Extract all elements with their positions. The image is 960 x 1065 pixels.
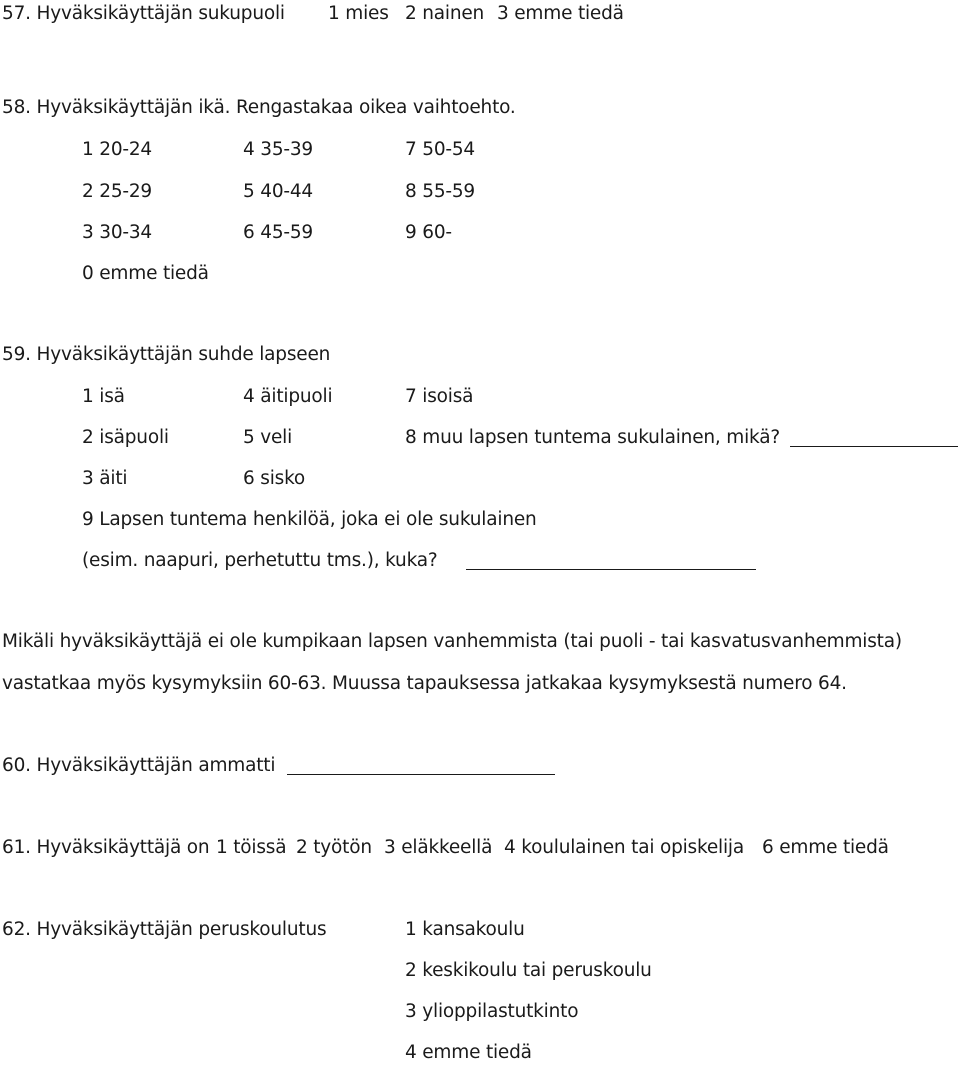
q59-relative-answer-line[interactable]	[790, 446, 958, 447]
q59-option-9-line1[interactable]: 9 Lapsen tuntema henkilöä, joka ei ole sukulainen	[82, 509, 537, 530]
q59-who-answer-line[interactable]	[466, 569, 756, 570]
q58-option-0[interactable]: 0 emme tiedä	[82, 263, 209, 284]
q61-label: 61. Hyväksikäyttäjä on	[2, 837, 210, 858]
q58-option-6[interactable]: 6 45-59	[243, 222, 314, 243]
instruction-line-2: vastatkaa myös kysymyksiin 60-63. Muussa tapauksessa jatkakaa kysymyksestä numero 64.	[2, 673, 847, 694]
q59-option-4[interactable]: 4 äitipuoli	[243, 386, 333, 407]
q57-option-3[interactable]: 3 emme tiedä	[497, 3, 624, 24]
q61-option-4[interactable]: 4 koululainen tai opiskelija	[504, 837, 744, 858]
q61-option-3[interactable]: 3 eläkkeellä	[384, 837, 493, 858]
q62-option-1[interactable]: 1 kansakoulu	[405, 919, 525, 940]
q61-option-6[interactable]: 6 emme tiedä	[762, 837, 889, 858]
q62-option-2[interactable]: 2 keskikoulu tai peruskoulu	[405, 960, 652, 981]
q62-option-3[interactable]: 3 ylioppilastutkinto	[405, 1001, 579, 1022]
q59-option-9-line2: (esim. naapuri, perhetuttu tms.), kuka?	[82, 550, 438, 571]
q61-option-1[interactable]: 1 töissä	[216, 837, 287, 858]
q58-option-7[interactable]: 7 50-54	[405, 139, 476, 160]
q60-label: 60. Hyväksikäyttäjän ammatti	[2, 755, 276, 776]
q59-option-5[interactable]: 5 veli	[243, 427, 293, 448]
q59-option-2[interactable]: 2 isäpuoli	[82, 427, 169, 448]
q57-label: 57. Hyväksikäyttäjän sukupuoli	[2, 3, 285, 24]
q58-option-1[interactable]: 1 20-24	[82, 139, 153, 160]
q58-option-4[interactable]: 4 35-39	[243, 139, 314, 160]
q59-option-1[interactable]: 1 isä	[82, 386, 125, 407]
q59-option-8[interactable]: 8 muu lapsen tuntema sukulainen, mikä?	[405, 427, 780, 448]
q62-option-4[interactable]: 4 emme tiedä	[405, 1042, 532, 1063]
q59-option-3[interactable]: 3 äiti	[82, 468, 128, 489]
q57-option-2[interactable]: 2 nainen	[405, 3, 485, 24]
q62-label: 62. Hyväksikäyttäjän peruskoulutus	[2, 919, 327, 940]
q59-option-7[interactable]: 7 isoisä	[405, 386, 474, 407]
q58-option-3[interactable]: 3 30-34	[82, 222, 153, 243]
q61-option-2[interactable]: 2 työtön	[296, 837, 372, 858]
instruction-line-1: Mikäli hyväksikäyttäjä ei ole kumpikaan lapsen vanhemmista (tai puoli - tai kasvatusvanhemmista)	[2, 631, 902, 652]
q58-option-2[interactable]: 2 25-29	[82, 181, 153, 202]
q58-option-5[interactable]: 5 40-44	[243, 181, 314, 202]
q59-option-6[interactable]: 6 sisko	[243, 468, 306, 489]
q58-label: 58. Hyväksikäyttäjän ikä. Rengastakaa oikea vaihtoehto.	[2, 97, 516, 118]
q57-option-1[interactable]: 1 mies	[328, 3, 389, 24]
q58-option-8[interactable]: 8 55-59	[405, 181, 476, 202]
q58-option-9[interactable]: 9 60-	[405, 222, 452, 243]
q60-answer-line[interactable]	[287, 774, 555, 775]
q59-label: 59. Hyväksikäyttäjän suhde lapseen	[2, 344, 331, 365]
